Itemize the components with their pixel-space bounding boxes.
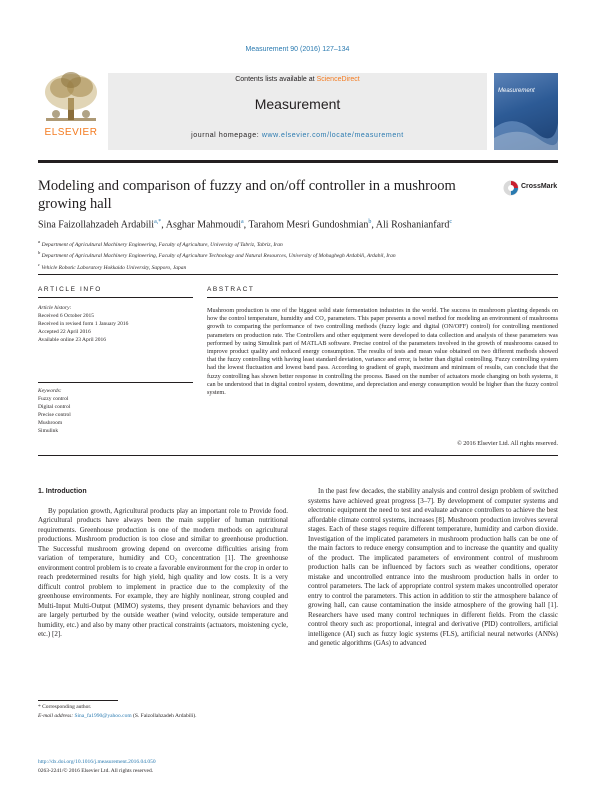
article-title: Modeling and comparison of fuzzy and on/off controller in a mushroom growing hall (38, 178, 456, 212)
author-affiliation-mark[interactable]: a (241, 219, 244, 225)
email-label: E-mail address: (38, 712, 75, 719)
introduction-heading: 1. Introduction (38, 488, 87, 495)
affiliation-mark: c (38, 261, 40, 267)
publisher-name: ELSEVIER (44, 127, 98, 138)
affiliation-list (38, 238, 558, 272)
cover-graphic-icon (494, 73, 558, 150)
affiliation-mark: b (38, 250, 41, 256)
author-name[interactable]: Tarahom Mesri Gundoshmian (248, 219, 369, 231)
abstract-text: Mushroom production is one of the biggest solid state fermentation industries in the world. The success in mushroom planting depends on how the control temperature, humidity and CO₂ parameters. This paper presents a novel method for modeling an environment of mushrooms growth to comparing the performance of two controlling methods (fuzzy logic and digital (ON/OFF) control) for controlling mentioned parameters on production rate. The Controllers and other equipment were developed to data collection and analysis of these parameters was performed by using Simulink part of MATLAB software. Precise control of the parameters involved in the growth of mushrooms caused to improve product quality and reduced energy consumption. The results of tests and mean value obtained on two different methods showed that the fuzzy controlling with having least standard deviation, variance and error, is better than digital controlling. Fuzzy controlling system had the lowest fluctuation and lowest band pass. According to gradient of graph, maximum and minimum of results, can conclude that the fuzzy controlling has shown better response in controlling the process. Based on the number of actuators mode changing on both systems, it can be understood that in digital control system, downtime, and depreciation and energy consumption would be higher than the fuzzy control system. (207, 307, 558, 397)
author-separator: , (243, 219, 249, 231)
article-history (38, 304, 193, 344)
keyword-item: Mushroom (38, 420, 63, 426)
author-name[interactable]: Ali Roshanianfard (375, 219, 450, 231)
elsevier-tree-icon (38, 70, 104, 126)
elsevier-logo[interactable] (38, 70, 104, 138)
issn-line: 0263-2241/© 2016 Elsevier Ltd. All rights reserved. (38, 767, 154, 774)
corresponding-mark: * (38, 704, 41, 710)
affiliation-line (38, 249, 558, 260)
author-list (38, 219, 558, 230)
history-label: Article history: (38, 305, 72, 311)
doi-block (38, 758, 288, 775)
journal-cover-image[interactable] (494, 73, 558, 150)
article-info-heading: ARTICLE INFO (38, 286, 102, 293)
history-item: Available online 23 April 2016 (38, 337, 107, 343)
keywords-block (38, 387, 193, 435)
history-item: Received in revised form 1 January 2016 (38, 321, 129, 327)
affiliation-mark: a (38, 239, 41, 244)
history-item: Accepted 22 April 2016 (38, 329, 91, 335)
author-affiliation-mark[interactable]: c (449, 219, 453, 225)
affiliation-text: Vehicle Robotic Laboratory Hokkaido University, Sapporo, Japan (41, 264, 187, 271)
affiliation-line (38, 238, 558, 249)
masthead (38, 70, 558, 156)
keyword-item: Precise control (38, 412, 71, 418)
homepage-prefix: journal homepage: (191, 132, 262, 139)
email-link[interactable]: Sina_fa1990@yahoo.com (74, 712, 132, 719)
contents-line (108, 76, 487, 83)
affiliation-text: Department of Agricultural Machinery Engineering, Faculty of Agriculture Technology and Natural Resources, University of Mohaghegh Ardabili, Ardabil, Iran (41, 253, 396, 260)
journal-title: Measurement (254, 96, 341, 112)
history-item: Received 6 October 2015 (38, 313, 95, 319)
cover-title: Measurement (498, 88, 535, 94)
footnote-divider (38, 700, 118, 701)
email-line (38, 712, 288, 721)
author-separator: , (161, 219, 166, 231)
email-suffix: (S. Faizollahzadeh Ardabili). (131, 712, 197, 719)
corresponding-label: Corresponding author. (42, 704, 92, 710)
introduction-paragraph-1: By population growth, Agricultural products play an important role to Provide food. Agricultural products have always been the main supplier of human nutritional requirements. Greenhouse production is one of the modern methods on agricultural productions. Mushroom production is too close and similar to greenhouse production. The Successful mushroom growing depend on overcome difficulties arising from variation of temperature, humidity and CO₂ concentration [1]. The greenhouse environment control problem is to create a favorable environment for the crop in order to reach predetermined results for high yield, high quality and low costs. It is a very difficult control problem to implement in practice due to the complexity of the greenhouse environments. For example, they are highly nonlinear, strong coupled and Multi-Input Multi-Output (MIMO) systems, they present dynamic behaviors and they are largely perturbed by the outside weather (wind velocity, outside temperature and humidity, etc.) and also by many other practical constraints (actuators, moistening cycle, etc.) [2]. (38, 506, 288, 638)
sciencedirect-link[interactable]: ScienceDirect (316, 76, 360, 83)
keyword-item: Digital control (38, 404, 71, 410)
info-divider (38, 297, 193, 298)
author-name[interactable]: Sina Faizollahzadeh Ardabili (38, 219, 155, 231)
abstract-heading: ABSTRACT (207, 286, 255, 293)
abstract-divider (207, 297, 558, 298)
author-affiliation-mark[interactable]: a,* (154, 219, 162, 225)
crossmark-label: CrossMark (521, 183, 558, 190)
keyword-item: Fuzzy control (38, 396, 69, 402)
body-divider (38, 455, 558, 456)
author-affiliation-mark[interactable]: b (368, 219, 372, 225)
keywords-list (38, 395, 193, 435)
footnotes (38, 703, 288, 720)
keywords-label: Keywords: (38, 388, 62, 394)
affiliation-text: Department of Agricultural Machinery Engineering, Faculty of Agriculture, University of Tabriz, Tabriz, Iran (41, 241, 283, 248)
header-divider (38, 160, 558, 163)
doi-link[interactable]: http://dx.doi.org/10.1016/j.measurement.2016.04.050 (38, 759, 156, 765)
journal-reference-link[interactable]: Measurement 90 (2016) 127–134 (245, 46, 350, 53)
keyword-item: Simulink (38, 428, 59, 434)
section-divider (38, 274, 558, 275)
introduction-paragraph-2: In the past few decades, the stability analysis and control design problem of switched systems have achieved great progress [3–7]. By development of computer systems and electronic equipment the need to test and evaluate advance controllers to achieve the best affordable climate control systems, increases [8]. Mushroom production involves several stages. Each of these stages require different temperature, humidity and carbon dioxide. Investigation of the implicated parameters in mushroom production halls can be one of the main factors to reduce energy consumption and to increase the quantity and quality of the product. The implicated parameters of environment control of mushroom production halls can be influenced by factors such as weather conditions, operator mistake and uncontrolled entrance into the mushroom production halls in order to control parameters. The lack of appropriate control system makes uncontrolled operator entry to control the parameters. This action in addition to stir the atmosphere balance of growing hall, can cause contamination the inside atmosphere of the growing hall [1]. Researchers have used many control techniques in different fields. From the classic control theory such as: proportional, integral and derivative (PID) controllers, artificial intelligence (AI) such as fuzzy logic systems (FLS), artificial neural networks (ANNs) and genetic algorithms (GAs) to advanced (308, 487, 558, 647)
homepage-link[interactable]: www.elsevier.com/locate/measurement (261, 132, 404, 139)
corresponding-author-note (38, 703, 288, 712)
author-name[interactable]: Asghar Mahmoudi (165, 219, 241, 231)
journal-homepage (108, 132, 487, 139)
masthead-banner (108, 73, 487, 150)
abstract-copyright: © 2016 Elsevier Ltd. All rights reserved. (457, 440, 558, 447)
crossmark-badge[interactable] (503, 180, 563, 196)
keywords-divider (38, 382, 193, 383)
body-column-left (38, 487, 288, 640)
author-separator: , (371, 219, 376, 231)
body-column-right (308, 487, 558, 649)
history-list (38, 312, 193, 344)
crossmark-icon (503, 180, 519, 196)
contents-prefix: Contents lists available at (235, 76, 317, 83)
affiliation-line (38, 261, 558, 272)
